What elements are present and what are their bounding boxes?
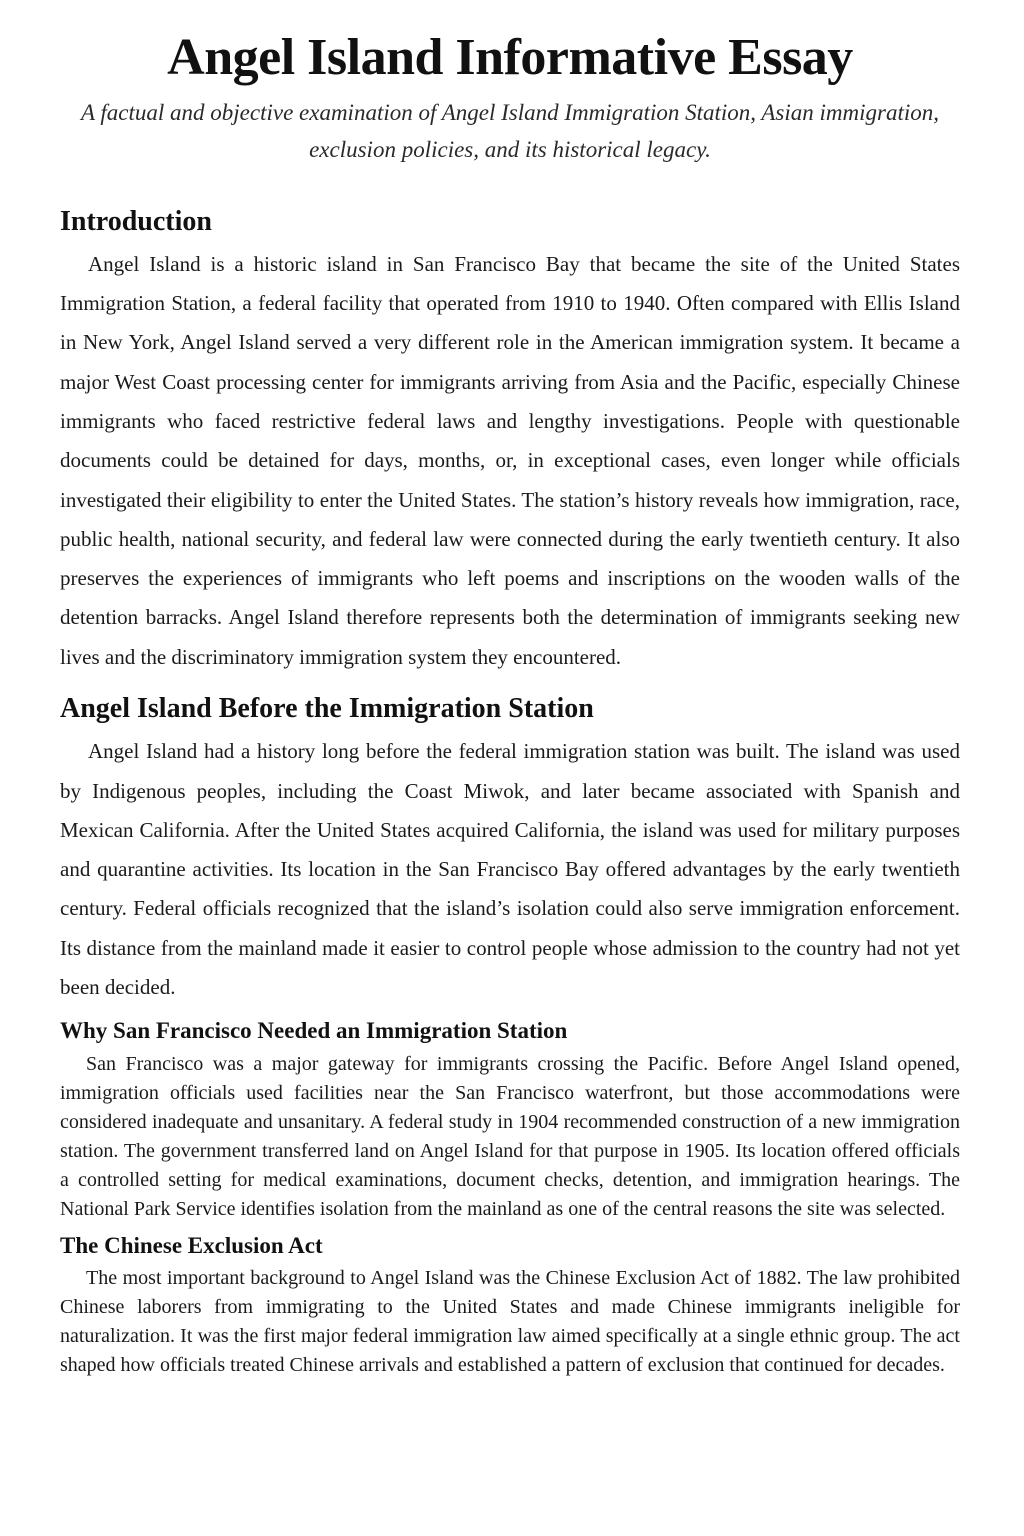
section-paragraph: Angel Island is a historic island in San Francisco Bay that became the site of the United States Immigration Station, a federal facility that operated from 1910 to 1940. Often compared with Ellis Island in New York, Angel Island served a very different role in the American immigration system. It became a major West Coast processing center for immigrants arriving from Asia and the Pacific, especially Chinese immigrants who faced restrictive federal laws and lengthy investigations. People with questionable documents could be detained for days, months, or, in exceptional cases, even longer while officials investigated their eligibility to enter the United States. The station’s history reveals how immigration, race, public health, national security, and federal law were connected during the early twentieth century. It also preserves the experiences of immigrants who left poems and inscriptions on the wooden walls of the detention barracks. Angel Island therefore represents both the determination of immigrants seeking new lives and the discriminatory immigration system they encountered. (60, 251, 960, 669)
document-subtitle: A factual and objective examination of Angel Island Immigration Station, Asian immigration, exclusion policies, and its historical legacy. (81, 99, 939, 162)
section-heading: Angel Island Before the Immigration Station (60, 693, 594, 725)
subsection-paragraph: The most important background to Angel Island was the Chinese Exclusion Act of 1882. The law prohibited Chinese laborers from immigrating to the United States and made Chinese immigrants ineligible for naturalization. It was the first major federal immigration law aimed specifically at a single ethnic group. The act shaped how officials treated Chinese arrivals and established a pattern of exclusion that continued for decades. (60, 1266, 960, 1376)
subsection-paragraph: San Francisco was a major gateway for immigrants crossing the Pacific. Before Angel Island opened, immigration officials used facilities near the San Francisco waterfront, but those accommodations were considered inadequate and unsanitary. A federal study in 1904 recommended construction of a new immigration station. The government transferred land on Angel Island for that purpose in 1905. Its location offered officials a controlled setting for medical examinations, document checks, detention, and immigration hearings. The National Park Service identifies isolation from the mainland as one of the central reasons the site was selected. (60, 1052, 960, 1220)
section-introduction (60, 202, 960, 677)
section-paragraph: Angel Island had a history long before the federal immigration station was built. The island was used by Indigenous peoples, including the Coast Miwok, and later became associated with Spanish and Mexican California. After the United States acquired California, the island was used for military purposes and quarantine activities. Its location in the San Francisco Bay offered advantages by the early twentieth century. Federal officials recognized that the island’s isolation could also serve immigration enforcement. Its distance from the mainland made it easier to control people whose admission to the country had not yet been decided. (60, 739, 960, 1000)
section-heading: Introduction (60, 205, 212, 237)
section-why-san-francisco (60, 1015, 960, 1223)
section-chinese-exclusion-act (60, 1230, 960, 1380)
subsection-heading: The Chinese Exclusion Act (60, 1232, 323, 1258)
section-before-station (60, 689, 960, 1007)
subsection-heading: Why San Francisco Needed an Immigration Station (60, 1018, 568, 1044)
document-title: Angel Island Informative Essay (167, 29, 853, 86)
